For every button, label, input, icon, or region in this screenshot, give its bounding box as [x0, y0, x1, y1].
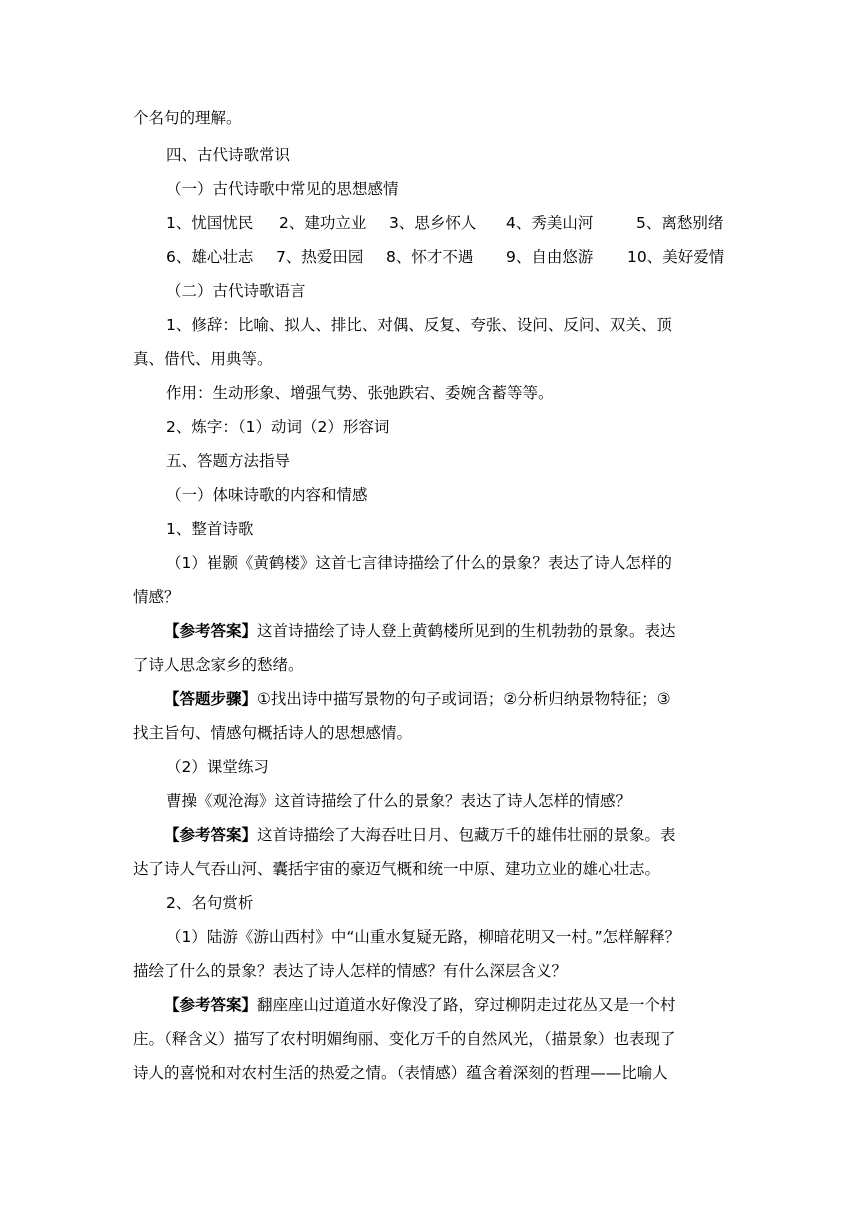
answer-label: 【参考答案】 [164, 996, 258, 1014]
list-item: 8、怀才不遇 [386, 248, 474, 266]
text-line: 1、修辞：比喻、拟人、排比、对偶、反复、夸张、设问、反问、双关、顶 [166, 316, 672, 334]
list-item: 7、热爱田园 [276, 248, 364, 266]
text-line: 个名句的理解。 [133, 109, 242, 127]
list-item: 4、秀美山河 [506, 214, 594, 232]
section-heading: 五、答题方法指导 [166, 452, 291, 470]
answer-line: 庄。（释含义）描写了农村明媚绚丽、变化万千的自然风光，（描景象）也表现了 [133, 1030, 676, 1048]
answer-label: 【参考答案】 [164, 826, 258, 844]
steps-line: 找主旨句、情感句概括诗人的思想感情。 [133, 724, 413, 742]
subsection-heading: （一）古代诗歌中常见的思想感情 [166, 180, 399, 198]
answer-label: 【参考答案】 [164, 622, 258, 640]
list-item: 6、雄心壮志 [166, 248, 254, 266]
text-line: 作用：生动形象、增强气势、张弛跌宕、委婉含蓄等等。 [166, 384, 554, 402]
text-line: 2、炼字：（1）动词（2）形容词 [166, 418, 390, 436]
question-line: 情感？ [133, 588, 180, 606]
question-line: （1）陆游《游山西村》中“山重水复疑无路，柳暗花明又一村。”怎样解释？ [166, 928, 681, 946]
list-item: 10、美好爱情 [627, 248, 725, 266]
answer-text: 这首诗描绘了大海吞吐日月、包藏万千的雄伟壮丽的景象。表 [257, 826, 676, 844]
subsection-heading: （一）体味诗歌的内容和情感 [166, 486, 368, 504]
answer-text: 翻座座山过道道水好像没了路，穿过柳阴走过花丛又是一个村 [257, 996, 676, 1014]
question-line: （1）崔颢《黄鹤楼》这首七言律诗描绘了什么的景象？表达了诗人怎样的 [166, 554, 672, 572]
question-line: 曹操《观沧海》这首诗描绘了什么的景象？表达了诗人怎样的情感？ [166, 792, 632, 810]
steps-text: ①找出诗中描写景物的句子或词语；②分析归纳景物特征；③ [257, 690, 671, 708]
section-heading: 四、古代诗歌常识 [166, 146, 291, 164]
subsection-heading: （二）古代诗歌语言 [166, 282, 306, 300]
answer-line: 达了诗人气吞山河、囊括宇宙的豪迈气概和统一中原、建功立业的雄心壮志。 [133, 860, 661, 878]
subsection-heading: （2）课堂练习 [166, 758, 269, 776]
list-item: 5、离愁别绪 [636, 214, 724, 232]
question-line: 描绘了什么的景象？表达了诗人怎样的情感？有什么深层含义？ [133, 962, 568, 980]
list-item: 2、建功立业 [279, 214, 367, 232]
answer-line [164, 824, 676, 846]
list-item: 9、自由悠游 [506, 248, 594, 266]
text-line: 真、借代、用典等。 [133, 350, 273, 368]
list-item: 1、忧国忧民 [166, 214, 254, 232]
text-line: 1、整首诗歌 [166, 520, 254, 538]
steps-label: 【答题步骤】 [164, 690, 258, 708]
answer-line: 诗人的喜悦和对农村生活的热爱之情。（表情感）蕴含着深刻的哲理——比喻人 [133, 1064, 668, 1082]
text-line: 2、名句赏析 [166, 894, 254, 912]
answer-line [164, 994, 676, 1016]
answer-line [164, 620, 676, 642]
answer-text: 这首诗描绘了诗人登上黄鹤楼所见到的生机勃勃的景象。表达 [257, 622, 676, 640]
steps-line [164, 688, 671, 710]
list-item: 3、思乡怀人 [389, 214, 477, 232]
answer-line: 了诗人思念家乡的愁绪。 [133, 656, 304, 674]
